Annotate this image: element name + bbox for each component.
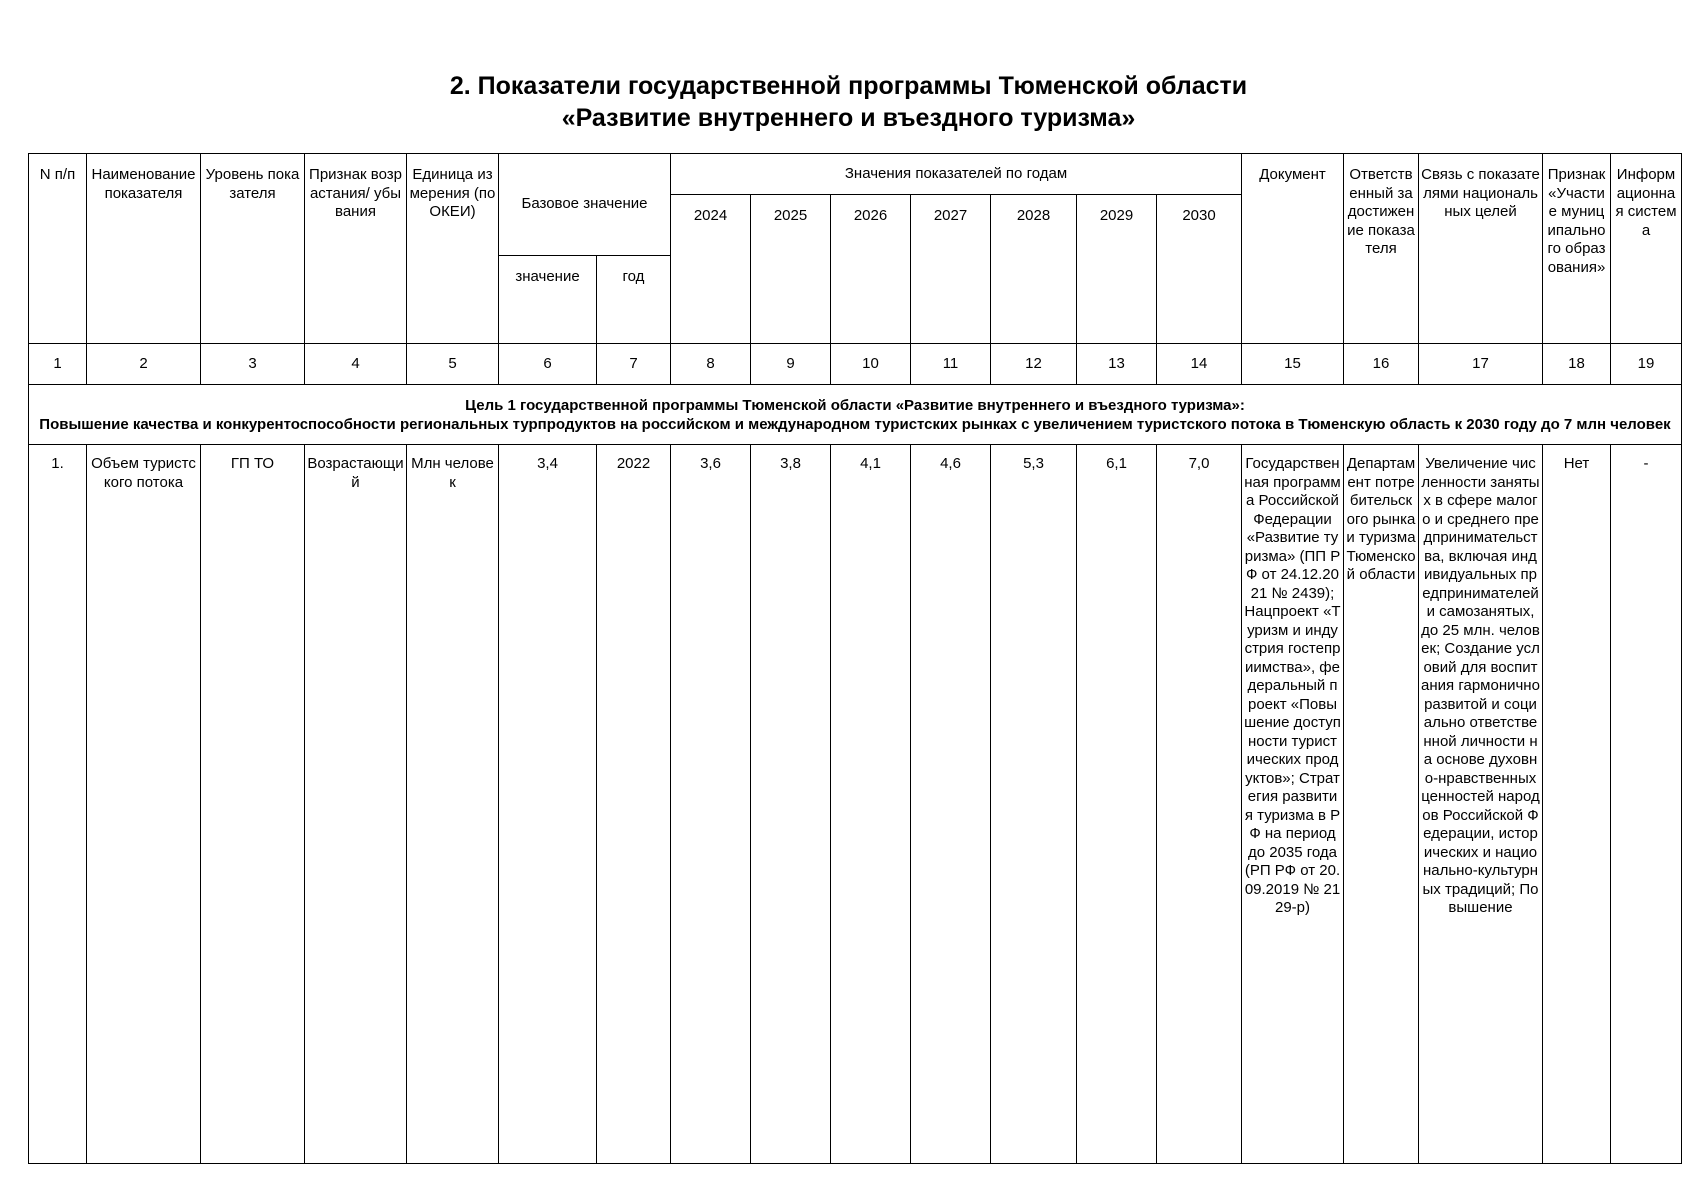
table-row	[29, 445, 1682, 1164]
goal-title: Цель 1 государственной программы Тюменской области «Развитие внутреннего и въездного туризма»:	[465, 397, 1245, 414]
cell-level: ГП ТО	[201, 445, 305, 1164]
cell-responsible: Департамент потребительского рынка и туризма Тюменской области	[1344, 445, 1419, 1164]
cell-document: Государственная программа Российской Федерации «Развитие туризма» (ПП РФ от 24.12.2021 № 2439); Нацпроект «Туризм и индустрия гостеприимства», федеральный проект «Повышение доступности туристических продуктов»; Стратегия развития туризма в РФ на период до 2035 года (РП РФ от 20.09.2019 № 2129-р)	[1242, 445, 1344, 1164]
cell-value-2026: 4,1	[831, 445, 911, 1164]
cell-value-2025: 3,8	[751, 445, 831, 1164]
column-number: 1	[29, 344, 87, 385]
header-year-2026: 2026	[831, 195, 911, 344]
header-base: Базовое значение	[499, 154, 671, 256]
indicators-table	[28, 153, 1682, 1164]
page-title	[0, 70, 1697, 134]
table-header	[29, 154, 1682, 344]
cell-name: Объем туристского потока	[87, 445, 201, 1164]
cell-num: 1.	[29, 445, 87, 1164]
cell-info-system: -	[1611, 445, 1682, 1164]
header-num: N п/п	[29, 154, 87, 344]
column-number: 11	[911, 344, 991, 385]
column-number: 14	[1157, 344, 1242, 385]
column-number: 8	[671, 344, 751, 385]
column-number: 3	[201, 344, 305, 385]
cell-base-value: 3,4	[499, 445, 597, 1164]
column-number: 17	[1419, 344, 1543, 385]
column-numbers-row	[29, 344, 1682, 385]
column-number: 5	[407, 344, 499, 385]
goal-cell	[29, 385, 1682, 445]
cell-unit: Млн человек	[407, 445, 499, 1164]
header-year-2028: 2028	[991, 195, 1077, 344]
header-unit: Единица измерения (по ОКЕИ)	[407, 154, 499, 344]
column-number: 4	[305, 344, 407, 385]
header-year-2029: 2029	[1077, 195, 1157, 344]
cell-link: Увеличение численности занятых в сфере малого и среднего предпринимательства, включая индивидуальных предпринимателей и самозанятых, до 25 млн. человек; Создание условий для воспитания гармонично развитой и социально ответственной личности на основе духовно-нравственных ценностей народов Российской Федерации, исторических и национально-культурных традиций; Повышение	[1419, 445, 1543, 1164]
header-link: Связь с показателями национальных целей	[1419, 154, 1543, 344]
column-number: 7	[597, 344, 671, 385]
header-years-group: Значения показателей по годам	[671, 154, 1242, 195]
cell-value-2028: 5,3	[991, 445, 1077, 1164]
column-number: 19	[1611, 344, 1682, 385]
header-name: Наименование показателя	[87, 154, 201, 344]
cell-value-2024: 3,6	[671, 445, 751, 1164]
header-base-year: год	[597, 256, 671, 344]
goal-row	[29, 385, 1682, 445]
cell-municipal: Нет	[1543, 445, 1611, 1164]
column-number: 18	[1543, 344, 1611, 385]
title-line-2: «Развитие внутреннего и въездного туризма»	[561, 104, 1136, 132]
column-number: 2	[87, 344, 201, 385]
column-number: 13	[1077, 344, 1157, 385]
cell-value-2029: 6,1	[1077, 445, 1157, 1164]
header-level: Уровень показателя	[201, 154, 305, 344]
header-year-2027: 2027	[911, 195, 991, 344]
cell-trend: Возрастающий	[305, 445, 407, 1164]
header-info-system: Информационная система	[1611, 154, 1682, 344]
column-number: 15	[1242, 344, 1344, 385]
header-responsible: Ответственный за достижение показателя	[1344, 154, 1419, 344]
cell-base-year: 2022	[597, 445, 671, 1164]
header-year-2024: 2024	[671, 195, 751, 344]
header-document: Документ	[1242, 154, 1344, 344]
header-municipal: Признак «Участие муниципального образования»	[1543, 154, 1611, 344]
column-number: 6	[499, 344, 597, 385]
header-year-2030: 2030	[1157, 195, 1242, 344]
column-number: 12	[991, 344, 1077, 385]
cell-value-2027: 4,6	[911, 445, 991, 1164]
cell-value-2030: 7,0	[1157, 445, 1242, 1164]
column-number: 9	[751, 344, 831, 385]
title-line-1: 2. Показатели государственной программы Тюменской области	[449, 72, 1248, 100]
header-year-2025: 2025	[751, 195, 831, 344]
header-trend: Признак возрастания/ убывания	[305, 154, 407, 344]
goal-description: Повышение качества и конкурентоспособности региональных турпродуктов на российском и международном туристских рынках с увеличением туристского потока в Тюменскую область к 2030 году до 7 млн человек	[39, 415, 1671, 433]
column-number: 10	[831, 344, 911, 385]
header-base-value: значение	[499, 256, 597, 344]
column-number: 16	[1344, 344, 1419, 385]
